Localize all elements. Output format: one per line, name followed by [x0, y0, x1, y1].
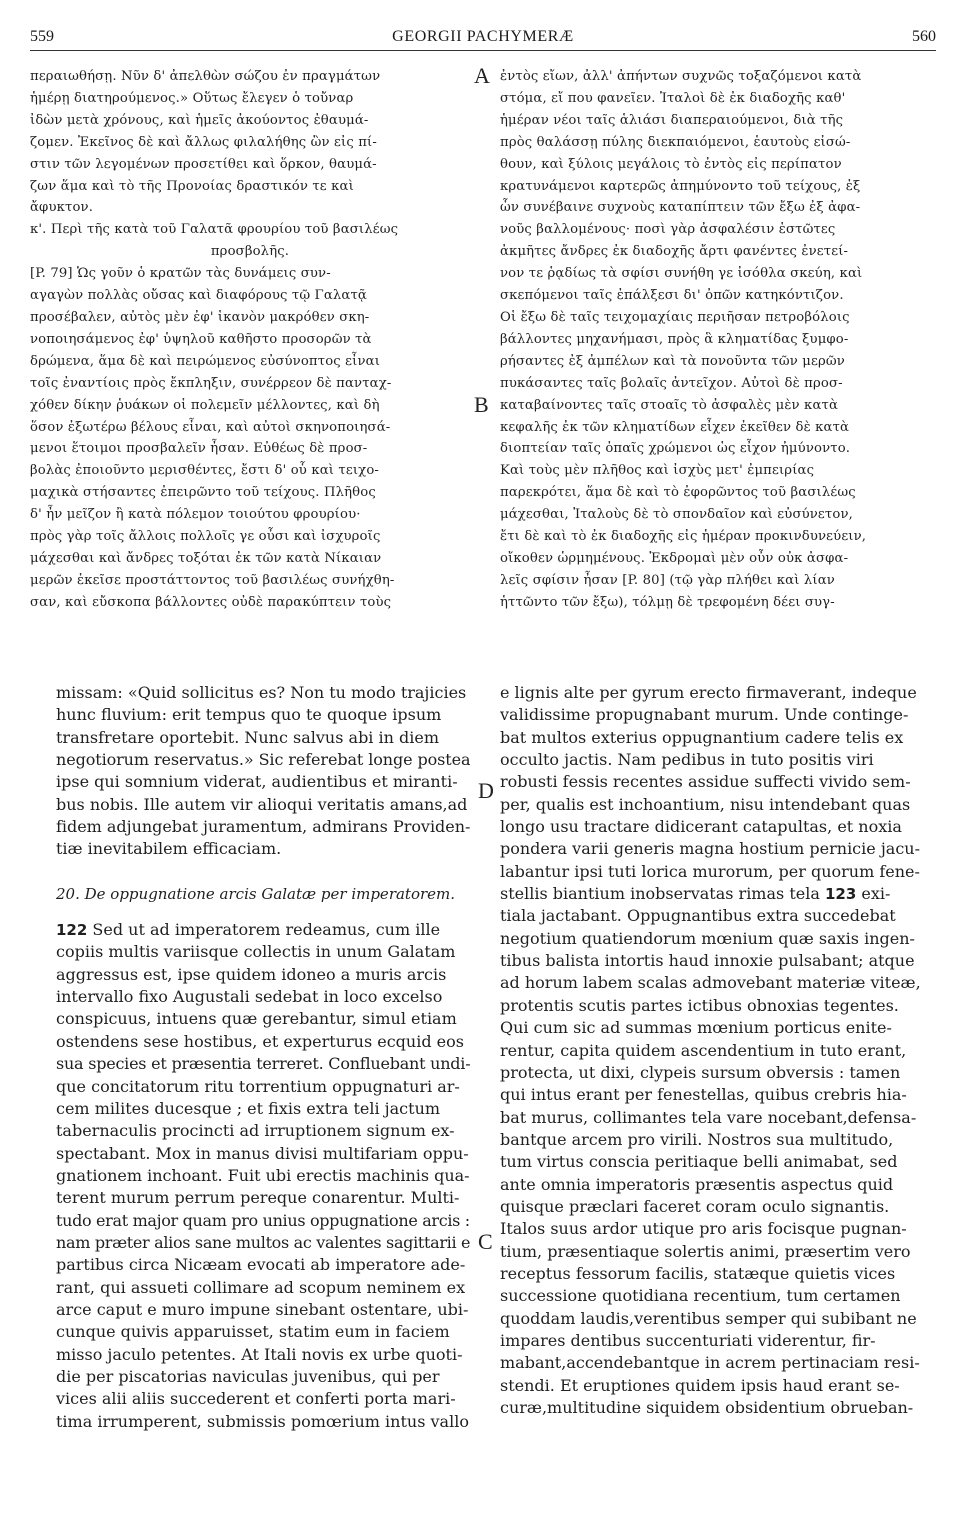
latin-right-continued: [500, 905, 936, 1419]
latin-line: negotiorum reservatus.» Sic referebat longe postea: [56, 750, 470, 770]
latin-line: intervallo fixo Augustali sedebat in loco excelso: [56, 987, 443, 1007]
latin-line: tium, præsentiaque solertis animi, præsertim vero: [500, 1241, 911, 1261]
greek-line: βάλλοντες μηχανήμασι, πρὸς ἃ κληματίδας ξυμφο-: [500, 331, 849, 347]
latin-line: labantur ipsi tuti lorica murorum, per quorum fene-: [500, 861, 920, 881]
section-heading: 20. De oppugnatione arcis Galatæ per imperatorem.: [56, 884, 456, 903]
greek-line: πρὸς θαλάσσῃ πύλης διεκπαιόμενοι, ἑαυτοὺς εἰσώ-: [500, 134, 851, 150]
running-title: GEORGII PACHYMERÆ: [392, 28, 574, 45]
greek-line: οἴκοθεν ὡρμημένους. Ἐκδρομαὶ μὲν οὖν οὐκ ἀσφα-: [500, 550, 849, 566]
latin-line: tabernaculis procincti ad irruptionem signum ex-: [56, 1121, 455, 1141]
latin-line: gnationem inchoant. Fuit ubi erectis machinis qua-: [56, 1165, 470, 1185]
latin-line: e lignis alte per gyrum erecto firmaverant, indeque: [500, 683, 917, 702]
latin-line: bat murus, collimantes tela vare nocebant,defensa-: [500, 1107, 917, 1127]
latin-line: Qui cum sic ad summas mœnium porticus enite-: [500, 1018, 892, 1038]
latin-line: curæ,multitudine siquidem obsidentium obrueban-: [500, 1398, 914, 1417]
latin-line: bus nobis. Ille autem vir alioqui veritatis amans,ad: [56, 794, 468, 814]
latin-line: occulto jactis. Nam pedibus in tuto positis viri: [500, 750, 874, 770]
latin-line: partibus circa Nicæam evocati ab imperatore ade-: [56, 1255, 466, 1275]
latin-line: cunque quivis apparuisset, statim eum in faciem: [56, 1322, 450, 1342]
latin-line: tima irrumperent, submissis pomœrium intus vallo: [56, 1411, 469, 1431]
latin-line: aggressus est, ipse quidem idoneo a muris arcis: [56, 964, 447, 984]
latin-line: conspicuus, intuens quæ gerebantur, simul etiam: [56, 1009, 457, 1029]
page-number-left: 559: [30, 28, 54, 45]
latin-line: vices alii aliis succederent et conferti porta mari-: [56, 1389, 456, 1409]
greek-line: προσβολῆς.: [210, 244, 290, 260]
latin-line: quisque præclari faceret coram oculo signantis.: [500, 1196, 890, 1216]
greek-line: ὅσον ἐξωτέρω βέλους εἶναι, καὶ αὐτοὶ σκηνοποιησά-: [30, 419, 391, 435]
latin-line: Italos suus ardor utique pro aris focisque pugnan-: [500, 1219, 907, 1239]
section-number-123: 123: [824, 885, 857, 904]
latin-line: longo usu tractare didicerant catapultas, et noxia: [500, 817, 902, 837]
greek-line: μαχικὰ στήσαντες ἐπειρῶντο τοῦ τείχους. Πλῆθος: [30, 485, 376, 501]
margin-marker-c: C: [478, 1229, 493, 1254]
greek-line: στόμα, εἴ που φανεῖεν. Ἰταλοὶ δὲ ἐκ διαδοχῆς καθ': [500, 90, 846, 106]
latin-line: mabant,accendebantque in acrem pertinaciam resi-: [500, 1353, 920, 1373]
greek-line: χόθεν δίκην ῥυάκων οἱ πολεμεῖν μέλλοντες, καὶ δὴ: [30, 397, 380, 413]
latin-right-line-text: stellis biantium inobservatas rimas tela: [500, 884, 820, 904]
greek-line: [P. 79] Ὡς γοῦν ὁ κρατῶν τὰς δυνάμεις συν-: [30, 266, 331, 282]
greek-line: δ' ἦν μεῖζον ἢ κατὰ πόλεμον τοιούτου φρουρίου·: [30, 507, 361, 523]
latin-line-text: Sed ut ad imperatorem redeamus, cum ille: [92, 920, 441, 940]
greek-line: αγαγὼν πολλὰς οὔσας καὶ διαφόρους τῷ Γαλατᾷ: [30, 288, 367, 304]
greek-line: σκεπόμενοι ταῖς ἐπάλξεσι δι' ὀπῶν κατηκόντιζον.: [500, 288, 844, 304]
greek-line: μάχεσθαι, Ἰταλοὺς δὲ τὸ σπονδαῖον καὶ εὐσύνετον,: [500, 507, 853, 523]
margin-marker-a: A: [474, 63, 490, 88]
latin-line: protentis scutis partes ictibus obnoxias tegentes.: [500, 995, 899, 1015]
latin-line: misso jaculo petentes. At Itali novis ex urbe quoti-: [56, 1344, 463, 1364]
greek-line: δρώμενα, ἅμα δὲ καὶ πειρώμενος εὐσύνοπτος εἶναι: [30, 353, 381, 369]
greek-line: σαν, καὶ εὔσκοπα βάλλοντες οὐδὲ παρακύπτειν τοὺς: [30, 594, 392, 610]
greek-line: ἀκμῆτες ἄνδρες ἐκ διαδοχῆς ἄρτι φανέντες ἐνετεί-: [500, 244, 849, 260]
greek-column-right: [500, 66, 936, 614]
latin-line: terent murum perrum pereque conarentur. Multi-: [56, 1188, 460, 1208]
greek-line: ἔτι δὲ καὶ τὸ ἐκ διαδοχῆς εἰς ἡμέραν προκινδυνεύειν,: [500, 529, 867, 545]
greek-line: ἡττῶντο τῶν ἔξω), τόλμῃ δὲ τρεφομένη δέει συγ-: [500, 594, 835, 610]
latin-column-right: [500, 682, 936, 1419]
latin-line: que concitatorum ritu torrentium oppugnaturi ar-: [56, 1076, 460, 1096]
greek-line: ἐντὸς εἴων, ἀλλ' ἀπήντων συχνῶς τοξαζόμενοι κατὰ: [500, 69, 862, 84]
greek-line: πρὸς γὰρ τοῖς ἄλλοις πολλοῖς γε οὖσι καὶ ἰσχυροῖς: [30, 529, 381, 545]
latin-line: die per piscatorias naviculas juvenibus, qui per: [56, 1366, 440, 1386]
greek-line: νοῦς βαλλομένους· ποσὶ γὰρ ἀσφαλέσιν ἑστῶτες: [500, 222, 836, 238]
greek-line: μενοι ἕτοιμοι προσβαλεῖν ἦσαν. Εὐθέως δὲ προσ-: [30, 441, 368, 457]
latin-right-line-tail: exi-: [861, 884, 891, 904]
greek-line: μάχεσθαι καὶ ἄνδρες τοξόται ἐκ τῶν κατὰ Νίκαιαν: [30, 550, 382, 566]
greek-line: Οἱ ἔξω δὲ ταῖς τειχομαχίαις περιῆσαν πετροβόλοις: [500, 309, 850, 325]
latin-line: nam præter alios sane multos ac valentes sagittarii e: [56, 1232, 470, 1252]
latin-line: cem milites ducesque ; et fixis extra teli jactum: [56, 1098, 441, 1118]
latin-line: successione quotidiana recentium, tum certamen: [500, 1286, 901, 1306]
latin-line: sua species et præsentia terreret. Confluebant undi-: [56, 1054, 470, 1074]
latin-line: impares dentibus succenturiati viderentur, fir-: [500, 1330, 876, 1350]
latin-line: robusti fessis recentes assidue suffecti vivido sem-: [500, 772, 911, 792]
latin-line: tibus balista intortis haud innoxie pulsabant; atque: [500, 951, 915, 971]
latin-line: pondera varii generis magna hostium pernicie jacu-: [500, 839, 920, 859]
greek-line: μερῶν ἐκεῖσε προστάττοντος τοῦ βασιλέως συνήχθη-: [30, 572, 395, 588]
greek-line: ἡμέραν νέοι ταῖς ἁλιάσι διαπεραιούμενοι, διὰ τῆς: [500, 112, 844, 128]
greek-line: ὧν συνέβαινε συχνοὺς καταπίπτειν τῶν ἔξω ἐξ ἀφα-: [500, 200, 861, 216]
running-header: [30, 28, 936, 50]
margin-marker-d: D: [478, 778, 494, 803]
greek-line: λεῖς σφίσιν ἦσαν [P. 80] (τῷ γὰρ πλήθει καὶ λίαν: [500, 572, 835, 588]
latin-line: protecta, ut dixi, clypeis sursum obversis : tamen: [500, 1062, 901, 1082]
greek-line: πυκάσαντες ταῖς βολαῖς ἀντεῖχον. Αὐτοὶ δὲ προσ-: [500, 375, 843, 391]
latin-column-left: [56, 682, 470, 1433]
latin-line: quoddam laudis,verentibus semper qui subibant ne: [500, 1308, 917, 1328]
greek-line: βολὰς ἐποιοῦντο μερισθέντες, ἔστι δ' οὗ καὶ τειχο-: [30, 463, 380, 479]
latin-right-paragraph: [500, 682, 936, 883]
greek-line: παρεκρότει, ἅμα δὲ καὶ τὸ ἐφορῶντος τοῦ βασιλέως: [500, 485, 856, 501]
latin-line: spectabant. Mox in manus divisi multifariam oppu-: [56, 1143, 469, 1163]
latin-line: negotium quatiendorum mœnium quæ saxis ingen-: [500, 928, 915, 948]
margin-marker-b: B: [474, 392, 489, 417]
latin-line: arce caput e muro impune sinebant ostentare, ubi-: [56, 1299, 469, 1319]
latin-line: rentur, capita quidem ascendentium in tuto erant,: [500, 1040, 907, 1060]
latin-line: tudo erat major quam pro unius oppugnatione arcis :: [56, 1210, 470, 1230]
greek-line: ζομεν. Ἐκεῖνος δὲ καὶ ἄλλως φιλαλήθης ὢν εἰς πί-: [30, 134, 377, 150]
latin-line: hunc fluvium: erit tempus quo te quoque ipsum: [56, 705, 442, 725]
latin-line: transfretare oportebit. Nunc salvus abi in diem: [56, 727, 440, 747]
greek-line: νοποιησάμενος ἐφ' ὑψηλοῦ καθῆστο προσορῶν τὰ: [30, 331, 372, 347]
latin-line: receptus fessorum facilis, statæque quietis vices: [500, 1263, 896, 1283]
greek-line: στιν τῶν λεγομένων προσετίθει καὶ ὅρκον, θαυμά-: [30, 156, 377, 172]
greek-column-left: [30, 66, 470, 614]
greek-line: τοῖς ἐναντίοις πρὸς ἔκπληξιν, συνέρρεον δὲ πανταχ-: [30, 375, 392, 391]
greek-line: κρατυνάμενοι καρτερῶς ἀπημύνοντο τοῦ τείχους, ἐξ: [500, 178, 861, 194]
greek-line: ἡμέρῃ διατηρούμενος.» Οὕτως ἔλεγεν ὁ τοὔναρ: [30, 90, 354, 106]
latin-line: stendi. Et eruptiones quidem ipsis haud erant se-: [500, 1375, 900, 1395]
greek-line: ζων ἅμα καὶ τὸ τῆς Προνοίας δραστικόν τε καὶ: [30, 178, 354, 194]
greek-line: περαιωθήσῃ. Νῦν δ' ἀπελθὼν σώζου ἐν πραγμάτων: [30, 69, 381, 84]
latin-line: rant, qui assueti collimare ad scopum neminem ex: [56, 1277, 466, 1297]
header-rule: [30, 50, 936, 51]
latin-line: tum virtus conscia peritiaque belli animabat, sed: [500, 1152, 898, 1172]
latin-line: [56, 919, 470, 941]
latin-line: tiæ inevitabilem efficaciam.: [56, 839, 282, 859]
greek-line: προσέβαλεν, αὐτὸς μὲν ἐφ' ἱκανὸν μακρόθεν σκη-: [30, 309, 370, 325]
latin-line: ad horum labem scalas admovebant materiæ viteæ,: [500, 973, 921, 993]
latin-left-paragraph: [56, 682, 470, 861]
latin-right-line-with-section-no: [500, 883, 936, 905]
greek-line: ρήσαντες ἐξ ἀμπέλων καὶ τὰ πονοῦντα τῶν μερῶν: [500, 353, 845, 369]
latin-line: missam: «Quid sollicitus es? Non tu modo trajicies: [56, 683, 467, 702]
latin-line: validissime propugnabant murum. Unde continge-: [500, 705, 909, 725]
greek-line: διοπτείαν ταῖς ὀπαῖς χρώμενοι ὡς εἶχον ἠμύνοντο.: [500, 441, 851, 457]
greek-line: ἄφυκτον.: [30, 200, 94, 216]
page-number-right: 560: [912, 28, 936, 45]
greek-line: καταβαίνοντες ταῖς στοαῖς τὸ ἀσφαλὲς μὲν κατὰ: [500, 397, 839, 413]
greek-line: νον τε ῥᾳδίως τὰ σφίσι συνήθη γε ἰσόθλα σκεύη, καὶ: [500, 266, 863, 282]
latin-line: tiala jactabant. Oppugnantibus extra succedebat: [500, 906, 896, 926]
greek-line: θουν, καὶ ξύλοις μεγάλοις τὸ ἐντὸς εἰς περίπατον: [500, 156, 842, 172]
latin-line: bantque arcem pro virili. Nostros sua multitudo,: [500, 1129, 894, 1149]
latin-line: fidem adjungebat juramentum, admirans Providen-: [56, 817, 470, 837]
greek-line: ἰδὼν μετὰ χρόνους, καὶ ἡμεῖς ἀκούοντος ἐθαυμά-: [30, 112, 369, 128]
greek-line: κεφαλῆς ἐκ τῶν κληματίδων εἶχεν ἐκεῖθεν δὲ κατὰ: [500, 419, 850, 435]
section-number-122: 122: [56, 921, 88, 940]
latin-line: bat multos exterius oppugnantium cadere telis ex: [500, 727, 904, 747]
greek-line: Καὶ τοὺς μὲν πλῆθος καὶ ἰσχὺς μετ' ἐμπειρίας: [500, 463, 815, 479]
latin-left-section-text: [56, 919, 470, 1433]
latin-line: ipse qui somnium viderat, audientibus et miranti-: [56, 772, 458, 792]
latin-line: copiis multis variisque collectis in unum Galatam: [56, 942, 456, 962]
greek-line: κ'. Περὶ τῆς κατὰ τοῦ Γαλατᾶ φρουρίου τοῦ βασιλέως: [30, 222, 399, 238]
latin-line: per, qualis est inchoantium, nisu intendebant quas: [500, 794, 911, 814]
latin-line: qui intus erant per fenestellas, quibus crebris hia-: [500, 1085, 907, 1105]
latin-line: ostendens sese hostibus, et experturus ecquid eos: [56, 1031, 464, 1051]
latin-line: ante omnia imperatoris præsentis aspectus quid: [500, 1174, 894, 1194]
